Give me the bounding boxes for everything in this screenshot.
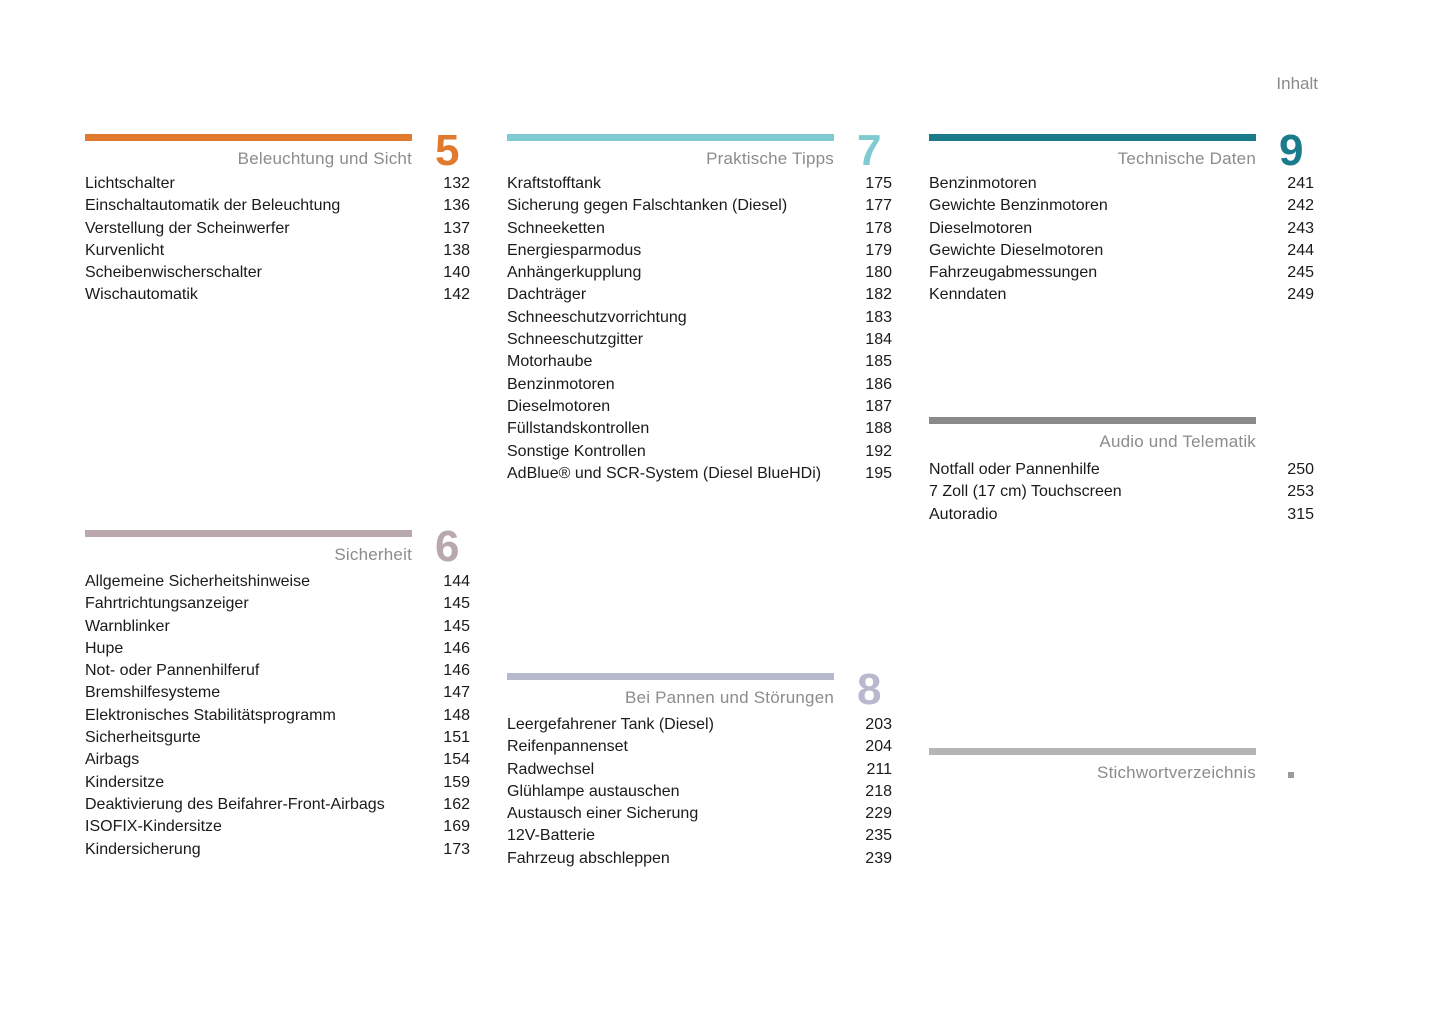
toc-entry[interactable] — [507, 329, 892, 351]
toc-entry-page: 192 — [865, 442, 892, 460]
toc-entry-label: Füllstandskontrollen — [507, 420, 650, 438]
toc-entry-label: Not- oder Pannenhilferuf — [85, 662, 260, 680]
toc-entry[interactable] — [507, 803, 892, 825]
toc-entry-page: 235 — [865, 827, 892, 845]
toc-entry-page: 138 — [443, 241, 470, 259]
toc-entry[interactable] — [507, 781, 892, 803]
toc-entry[interactable] — [507, 396, 892, 418]
toc-entry[interactable] — [507, 195, 892, 217]
toc-entry-label: Motorhaube — [507, 353, 593, 371]
toc-entry-page: 147 — [443, 684, 470, 702]
toc-entry-page: 173 — [443, 840, 470, 858]
section-title: Beleuchtung und Sicht — [237, 149, 412, 168]
toc-entry[interactable] — [85, 682, 470, 704]
toc-entry[interactable] — [507, 284, 892, 306]
toc-entry[interactable] — [85, 727, 470, 749]
toc-entry-page: 145 — [443, 595, 470, 613]
toc-entry[interactable] — [929, 459, 1314, 481]
toc-entry-page: 132 — [443, 175, 470, 192]
toc-entry-label: Autoradio — [929, 505, 998, 523]
toc-entry-page: 179 — [865, 241, 892, 259]
toc-entry-page: 315 — [1287, 505, 1314, 523]
section-title: Sicherheit — [334, 545, 412, 564]
toc-entry-label: Schneeschutzgitter — [507, 331, 644, 349]
toc-entry-label: Airbags — [85, 751, 140, 769]
toc-entry[interactable] — [507, 736, 892, 758]
section-number: 6 — [435, 522, 460, 571]
toc-entry[interactable] — [507, 463, 892, 485]
toc-entry[interactable] — [85, 839, 470, 861]
toc-entry[interactable] — [507, 307, 892, 329]
toc-entry-label: Schneeketten — [507, 219, 605, 237]
toc-entry[interactable] — [85, 173, 470, 195]
toc-entry-label: Kenndaten — [929, 286, 1007, 304]
entry-list — [929, 459, 1314, 526]
toc-entry-page: 137 — [443, 219, 470, 237]
toc-entry[interactable] — [507, 759, 892, 781]
toc-entry-label: Bremshilfesysteme — [85, 684, 221, 702]
toc-entry[interactable] — [507, 418, 892, 440]
toc-entry-label: Sicherung gegen Falschtanken (Diesel) — [507, 197, 788, 215]
toc-entry[interactable] — [929, 504, 1314, 526]
toc-entry[interactable] — [85, 262, 470, 284]
toc-entry-label: Notfall oder Pannenhilfe — [929, 461, 1100, 478]
toc-entry-page: 229 — [865, 805, 892, 823]
toc-entry-page: 185 — [865, 353, 892, 371]
toc-entry[interactable] — [85, 749, 470, 771]
toc-entry-page: 146 — [443, 639, 470, 657]
toc-entry-page: 241 — [1287, 175, 1314, 192]
toc-entry[interactable] — [85, 218, 470, 240]
toc-entry-label: Allgemeine Sicherheitshinweise — [85, 573, 311, 590]
toc-entry[interactable] — [507, 351, 892, 373]
toc-entry[interactable] — [929, 173, 1314, 195]
toc-entry-label: Schneeschutzvorrichtung — [507, 308, 687, 326]
toc-entry-page: 144 — [443, 573, 470, 590]
toc-entry[interactable] — [85, 284, 470, 306]
toc-entry-page: 162 — [443, 795, 470, 813]
section-bar — [929, 134, 1256, 141]
toc-entry-page: 245 — [1287, 264, 1314, 282]
toc-entry-label: Warnblinker — [85, 617, 170, 635]
section-number: 8 — [857, 665, 882, 714]
toc-entry[interactable] — [507, 714, 892, 736]
toc-entry-label: Energiesparmodus — [507, 241, 642, 259]
toc-entry-label: Dieselmotoren — [929, 219, 1033, 237]
section-title: Technische Daten — [1117, 149, 1256, 168]
toc-entry-page: 142 — [443, 286, 470, 304]
toc-entry[interactable] — [929, 218, 1314, 240]
toc-entry-label: AdBlue® und SCR-System (Diesel BlueHDi) — [507, 464, 822, 482]
toc-entry-page: 180 — [865, 264, 892, 282]
toc-entry-label: ISOFIX-Kindersitze — [85, 818, 222, 836]
entry-list — [507, 173, 892, 485]
toc-entry-label: Benzinmotoren — [507, 375, 615, 393]
entry-list — [507, 714, 892, 870]
toc-entry[interactable] — [507, 441, 892, 463]
toc-entry-page: 188 — [865, 420, 892, 438]
toc-entry-page: 244 — [1287, 241, 1314, 259]
index-marker — [1288, 772, 1294, 778]
toc-entry-label: Wischautomatik — [85, 286, 198, 304]
toc-entry[interactable] — [85, 195, 470, 217]
toc-entry-label: Radwechsel — [507, 760, 595, 778]
toc-entry[interactable] — [85, 571, 470, 593]
toc-entry-label: Lichtschalter — [85, 175, 175, 192]
entry-list — [85, 571, 470, 861]
toc-entry-label: Einschaltautomatik der Beleuchtung — [85, 197, 341, 215]
toc-entry[interactable] — [85, 705, 470, 727]
toc-entry-label: Hupe — [85, 639, 124, 657]
toc-entry[interactable] — [929, 262, 1314, 284]
toc-entry-page: 146 — [443, 662, 470, 680]
toc-entry-page: 177 — [865, 197, 892, 215]
toc-entry[interactable] — [507, 374, 892, 396]
toc-entry[interactable] — [507, 173, 892, 195]
toc-entry-label: Scheibenwischerschalter — [85, 264, 262, 282]
toc-entry-label: Austausch einer Sicherung — [507, 805, 699, 823]
toc-entry-page: 239 — [865, 849, 892, 867]
toc-entry[interactable] — [507, 262, 892, 284]
toc-entry[interactable] — [85, 616, 470, 638]
toc-entry[interactable] — [85, 816, 470, 838]
toc-entry-page: 253 — [1287, 483, 1314, 501]
toc-entry-label: Kurvenlicht — [85, 241, 165, 259]
toc-entry[interactable] — [929, 481, 1314, 503]
toc-entry-page: 145 — [443, 617, 470, 635]
toc-entry[interactable] — [507, 848, 892, 870]
section-bar — [85, 134, 412, 141]
toc-entry[interactable] — [507, 240, 892, 262]
toc-entry-label: Gewichte Benzinmotoren — [929, 197, 1108, 215]
toc-entry-label: Leergefahrener Tank (Diesel) — [507, 716, 714, 733]
toc-entry-label: Kindersitze — [85, 773, 165, 791]
toc-entry-label: Reifenpannenset — [507, 738, 628, 756]
toc-entry-page: 175 — [865, 175, 892, 192]
toc-entry-page: 250 — [1287, 461, 1314, 478]
toc-entry-page: 186 — [865, 375, 892, 393]
toc-entry[interactable] — [85, 660, 470, 682]
toc-entry[interactable] — [85, 772, 470, 794]
section-bar — [507, 134, 834, 141]
toc-entry[interactable] — [507, 825, 892, 847]
section-title: Bei Pannen und Störungen — [625, 688, 834, 707]
toc-entry-label: Kraftstofftank — [507, 175, 601, 192]
toc-entry[interactable] — [85, 240, 470, 262]
toc-entry-page: 182 — [865, 286, 892, 304]
section-title: Praktische Tipps — [706, 149, 834, 168]
toc-entry[interactable] — [85, 593, 470, 615]
section-number: 5 — [435, 126, 460, 175]
toc-entry-label: Elektronisches Stabilitätsprogramm — [85, 706, 336, 724]
toc-entry-page: 178 — [865, 219, 892, 237]
toc-entry-page: 218 — [865, 782, 892, 800]
toc-entry-page: 195 — [865, 464, 892, 482]
section-number: 7 — [857, 126, 882, 175]
toc-entry-page: 140 — [443, 264, 470, 282]
toc-entry-label: 7 Zoll (17 cm) Touchscreen — [929, 483, 1122, 501]
toc-entry-page: 242 — [1287, 197, 1314, 215]
toc-entry-label: Dieselmotoren — [507, 397, 611, 415]
toc-entry-label: Verstellung der Scheinwerfer — [85, 219, 290, 237]
toc-entry-page: 187 — [865, 397, 892, 415]
toc-entry-label: Gewichte Dieselmotoren — [929, 241, 1104, 259]
toc-entry-label: Anhängerkupplung — [507, 264, 642, 282]
entry-list — [85, 173, 470, 307]
section-number: 9 — [1279, 126, 1304, 175]
toc-entry-page: 211 — [866, 760, 892, 778]
toc-entry[interactable] — [929, 284, 1314, 306]
toc-entry-label: Deaktivierung des Beifahrer-Front-Airbags — [85, 795, 385, 813]
toc-entry-label: Sicherheitsgurte — [85, 729, 201, 747]
toc-entry[interactable] — [929, 240, 1314, 262]
section-title: Audio und Telematik — [1099, 432, 1256, 451]
toc-entry-page: 183 — [865, 308, 892, 326]
toc-entry-page: 154 — [443, 751, 470, 769]
toc-entry-label: Fahrtrichtungsanzeiger — [85, 595, 249, 613]
toc-entry-page: 204 — [865, 738, 892, 756]
toc-entry-label: Kindersicherung — [85, 840, 201, 858]
toc-entry[interactable] — [85, 638, 470, 660]
entry-list — [929, 173, 1314, 307]
section-bar — [507, 673, 834, 680]
section-bar — [929, 417, 1256, 424]
toc-entry-page: 184 — [865, 331, 892, 349]
toc-entry-page: 249 — [1287, 286, 1314, 304]
toc-entry-page: 148 — [443, 706, 470, 724]
toc-entry-label: Sonstige Kontrollen — [507, 442, 646, 460]
toc-entry-page: 136 — [443, 197, 470, 215]
toc-entry[interactable] — [929, 195, 1314, 217]
toc-entry-page: 203 — [865, 716, 892, 733]
section-bar — [929, 748, 1256, 755]
toc-entry-page: 151 — [443, 729, 470, 747]
page-title: Inhalt — [1276, 74, 1318, 93]
toc-entry-label: Glühlampe austauschen — [507, 782, 680, 800]
toc-entry-label: 12V-Batterie — [507, 827, 596, 845]
toc-entry[interactable] — [507, 218, 892, 240]
section-bar — [85, 530, 412, 537]
toc-entry-page: 243 — [1287, 219, 1314, 237]
section-title: Stichwortverzeichnis — [1097, 763, 1256, 782]
toc-entry-label: Benzinmotoren — [929, 175, 1037, 192]
toc-entry-label: Dachträger — [507, 286, 587, 304]
toc-entry-label: Fahrzeug abschleppen — [507, 849, 670, 867]
toc-entry-label: Fahrzeugabmessungen — [929, 264, 1098, 282]
toc-entry[interactable] — [85, 794, 470, 816]
toc-entry-page: 159 — [443, 773, 470, 791]
toc-entry-page: 169 — [443, 818, 470, 836]
